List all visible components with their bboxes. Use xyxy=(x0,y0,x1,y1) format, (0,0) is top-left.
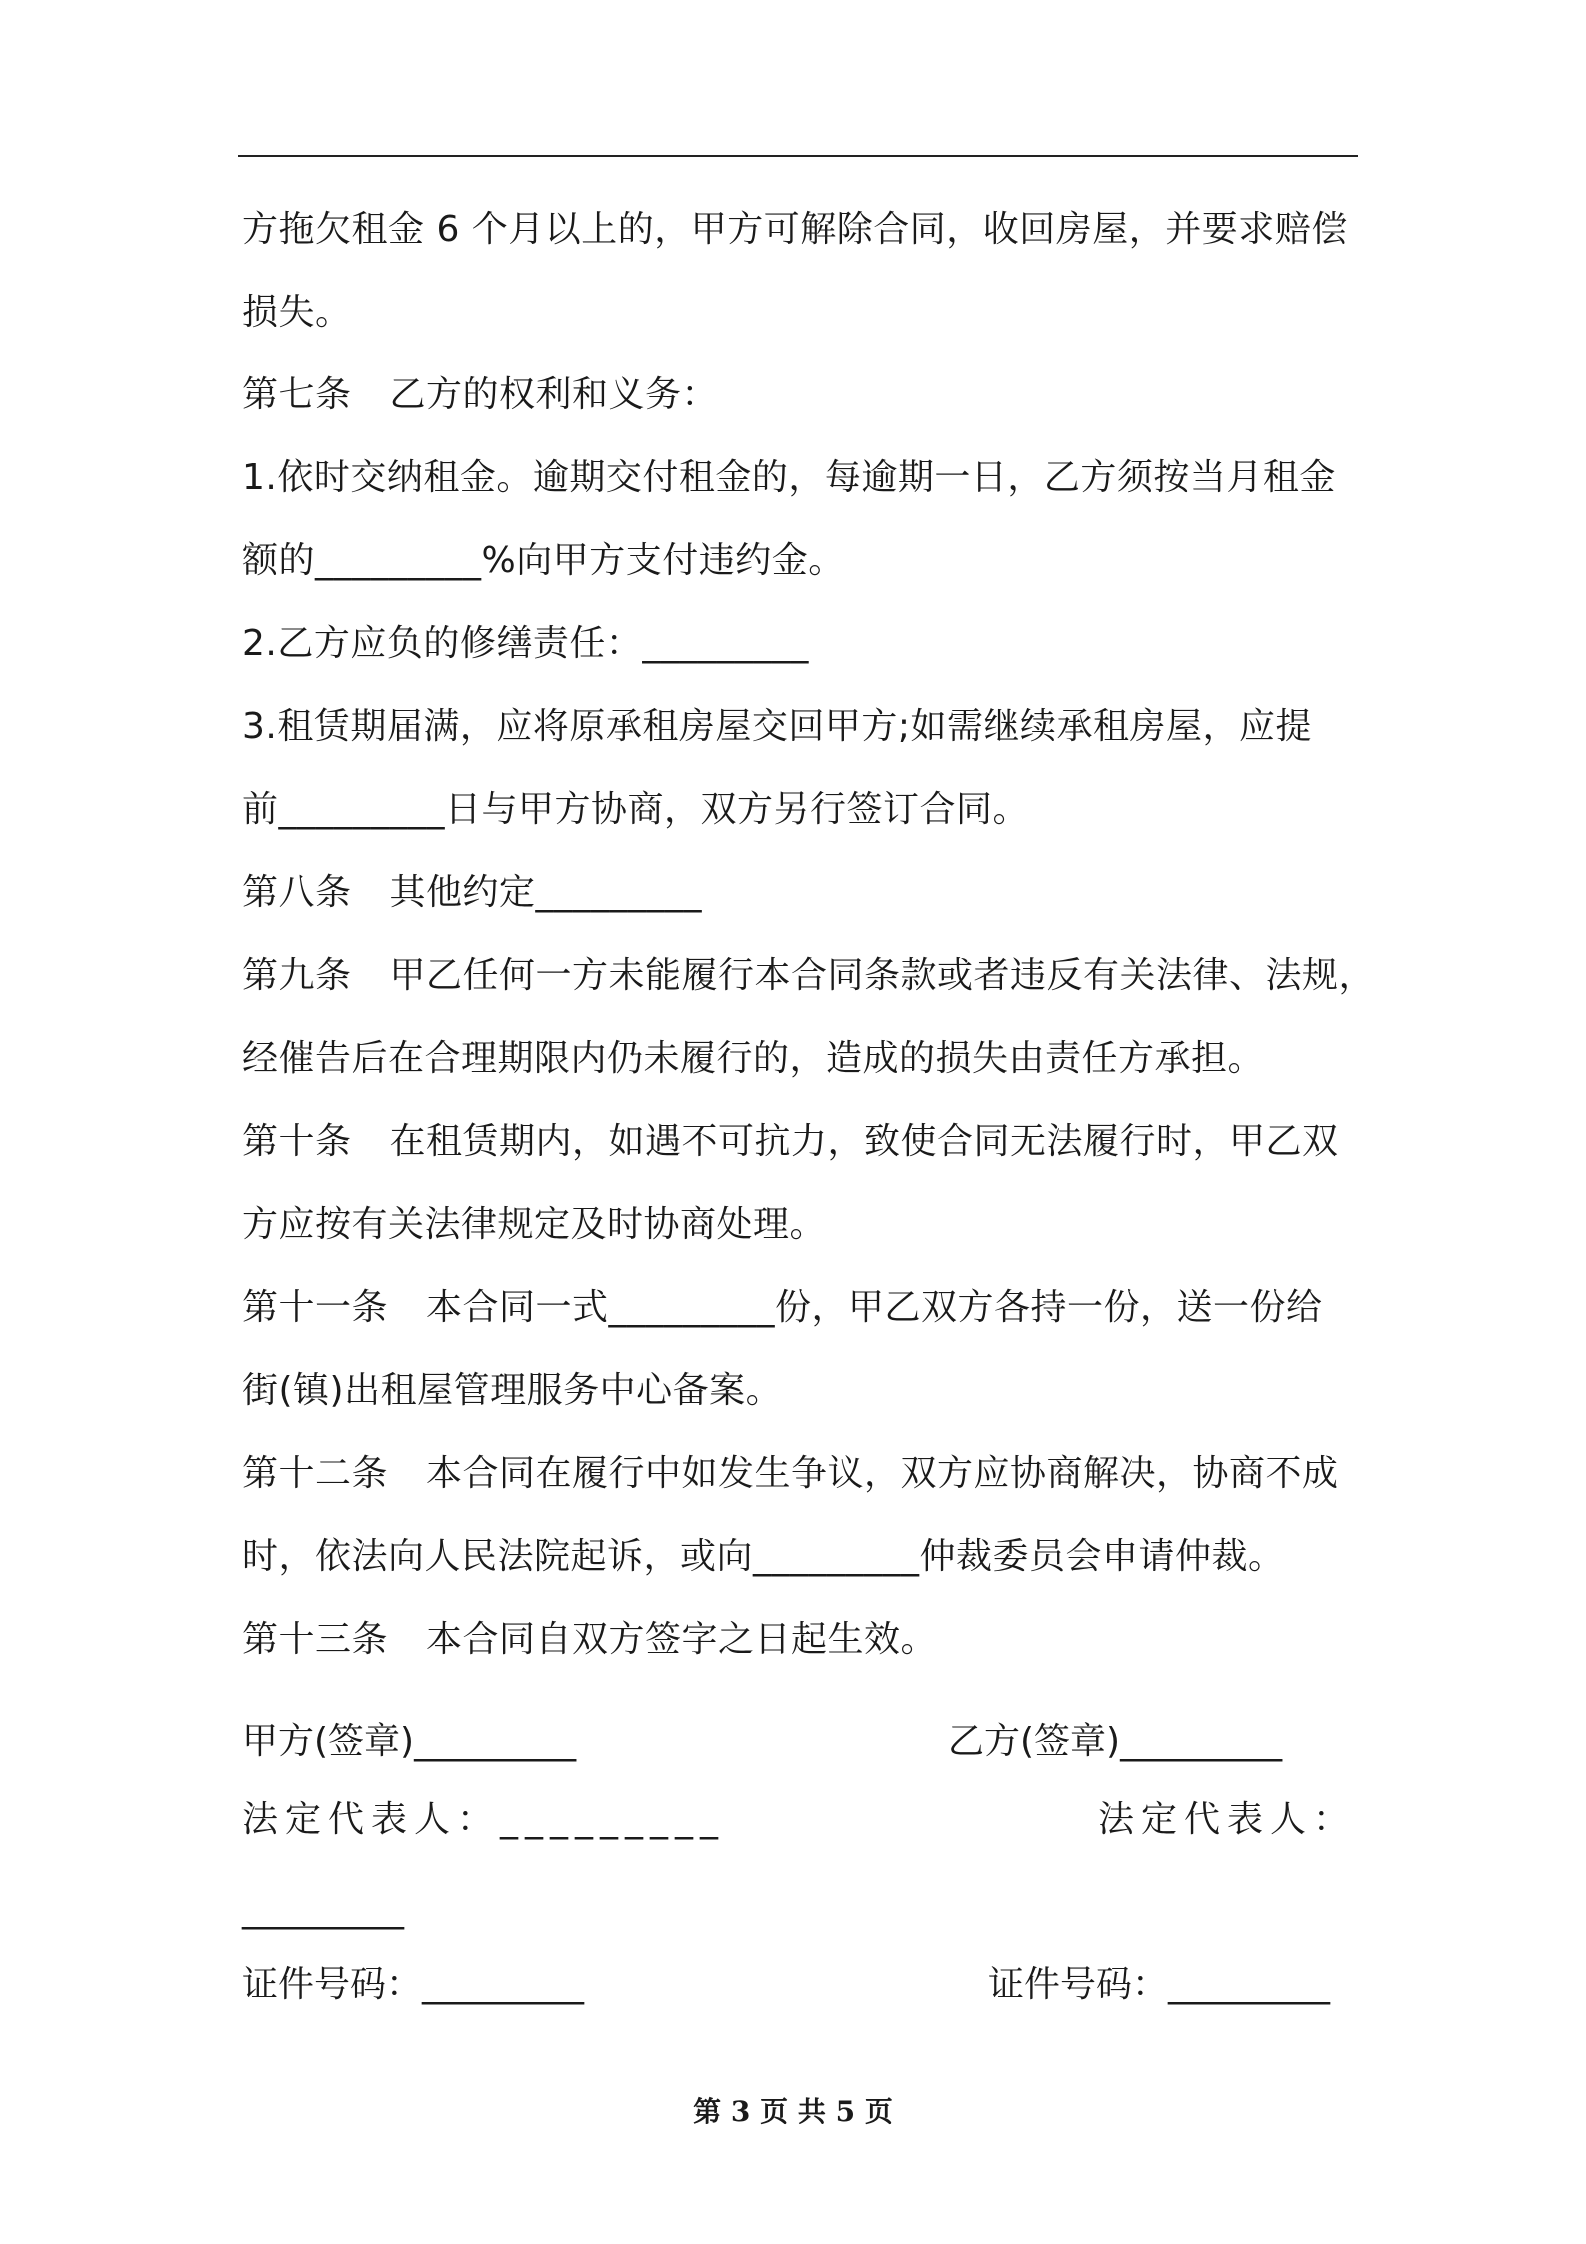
article-title: 乙方的权利和义务： xyxy=(389,374,719,415)
article-13 xyxy=(242,1615,1372,1665)
article-11 xyxy=(242,1283,1372,1333)
party-a-id-number: 证件号码：_________ xyxy=(242,1964,585,2005)
article-8 xyxy=(242,868,1372,918)
article-label: 第九条 xyxy=(242,955,352,996)
article-label: 第十一条 xyxy=(242,1287,389,1328)
clause-1-line: 额的_________%向甲方支付违约金。 xyxy=(242,540,845,581)
article-text: 本合同一式_________份，甲乙双方各持一份，送一份给 xyxy=(426,1287,1323,1328)
party-b-representative: 法定代表人： xyxy=(1098,1799,1357,1840)
text-line: 经催告后在合理期限内仍未履行的，造成的损失由责任方承担。 xyxy=(242,1038,1265,1079)
article-label: 第十二条 xyxy=(242,1453,389,1494)
text-line: 街(镇)出租屋管理服务中心备案。 xyxy=(242,1370,783,1411)
article-label: 第七条 xyxy=(242,374,352,415)
party-b-signature: 乙方(签章)_________ xyxy=(948,1721,1283,1762)
article-7-heading xyxy=(242,370,1372,420)
article-text: 本合同自双方签字之日起生效。 xyxy=(426,1619,938,1660)
article-label: 第八条 xyxy=(242,872,352,913)
article-text: 本合同在履行中如发生争议，双方应协商解决，协商不成 xyxy=(426,1453,1339,1494)
article-text: 甲乙任何一方未能履行本合同条款或者违反有关法律、法规， xyxy=(389,955,1376,996)
text-line: 方拖欠租金 6 个月以上的，甲方可解除合同，收回房屋，并要求赔偿 xyxy=(242,209,1348,250)
clause-1-line: 1.依时交纳租金。逾期交付租金的，每逾期一日，乙方须按当月租金 xyxy=(242,457,1336,498)
party-a-representative: 法定代表人：_________ xyxy=(242,1799,726,1840)
article-text: 其他约定_________ xyxy=(389,872,703,913)
party-b-representative-blank: _________ xyxy=(242,1889,404,1930)
page-number: 第 3 页 共 5 页 xyxy=(693,2095,893,2128)
text-line: 损失。 xyxy=(242,292,352,333)
article-label: 第十三条 xyxy=(242,1619,389,1660)
article-9 xyxy=(242,951,1376,1001)
party-a-signature: 甲方(签章)_________ xyxy=(242,1721,577,1762)
party-b-id-number: 证件号码：_________ xyxy=(988,1964,1331,2005)
clause-2-line: 2.乙方应负的修缮责任：_________ xyxy=(242,623,809,664)
article-text: 在租赁期内，如遇不可抗力，致使合同无法履行时，甲乙双 xyxy=(389,1121,1339,1162)
article-12 xyxy=(242,1449,1372,1499)
clause-3-line: 前_________日与甲方协商，双方另行签订合同。 xyxy=(242,789,1030,830)
article-10 xyxy=(242,1117,1372,1167)
clause-3-line: 3.租赁期届满，应将原承租房屋交回甲方;如需继续承租房屋，应提 xyxy=(242,706,1312,747)
article-label: 第十条 xyxy=(242,1121,352,1162)
header-rule xyxy=(238,155,1358,157)
text-line: 方应按有关法律规定及时协商处理。 xyxy=(242,1204,827,1245)
text-line: 时，依法向人民法院起诉，或向_________仲裁委员会申请仲裁。 xyxy=(242,1536,1285,1577)
